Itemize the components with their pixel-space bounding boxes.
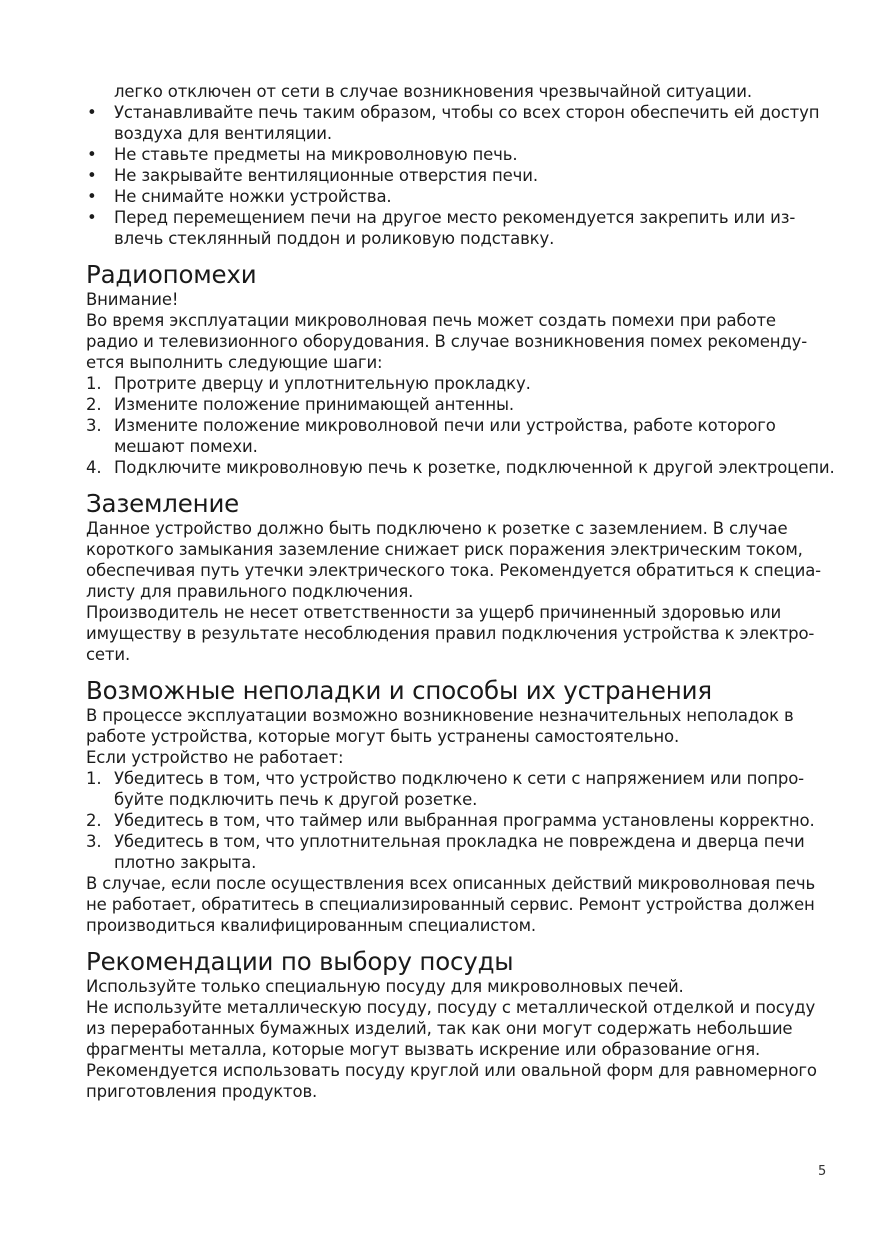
- item-number: 1.: [86, 769, 102, 788]
- paragraph-line: не работает, обратитесь в специализированный сервис. Ремонт устройства должен: [86, 895, 815, 914]
- item-line: Измените положение микроволновой печи или устройства, работе которого: [114, 416, 776, 435]
- item-line: Измените положение принимающей антенны.: [114, 395, 514, 414]
- bullet-line: Перед перемещением печи на другое место рекомендуется закрепить или из-: [114, 208, 796, 227]
- paragraph-line: Внимание!: [86, 290, 179, 309]
- paragraph-line: Производитель не несет ответственности за ущерб причиненный здоровью или: [86, 603, 782, 622]
- page-number: 5: [818, 1164, 827, 1179]
- section-heading-troubleshooting: Возможные неполадки и способы их устранения: [86, 676, 712, 705]
- paragraph-line: Не используйте металлическую посуду, посуду с металлической отделкой и посуду: [86, 998, 816, 1017]
- numbered-item: [86, 831, 816, 873]
- bullet-item: [86, 186, 816, 207]
- item-line: буйте подключить печь к другой розетке.: [114, 790, 478, 809]
- paragraph-line: Данное устройство должно быть подключено к розетке с заземлением. В случае: [86, 519, 788, 538]
- item-number: 4.: [86, 458, 102, 477]
- paragraph-line: из переработанных бумажных изделий, так как они могут содержать небольшие: [86, 1019, 793, 1038]
- paragraph-line: ется выполнить следующие шаги:: [86, 353, 383, 372]
- bullet-marker: •: [87, 208, 97, 227]
- paragraph-line: приготовления продуктов.: [86, 1082, 318, 1101]
- document-body: [86, 81, 835, 1102]
- numbered-item: [86, 394, 816, 415]
- item-line: Убедитесь в том, что таймер или выбранная программа установлены корректно.: [114, 811, 815, 830]
- item-number: 1.: [86, 374, 102, 393]
- paragraph-line: В случае, если после осуществления всех описанных действий микроволновая печь: [86, 874, 816, 893]
- paragraph-line: обеспечивая путь утечки электрического тока. Рекомендуется обратиться к специа-: [86, 561, 821, 580]
- paragraph-line: имуществу в результате несоблюдения правил подключения устройства к электро-: [86, 624, 815, 643]
- bullet-line: Устанавливайте печь таким образом, чтобы со всех сторон обеспечить ей доступ: [114, 103, 820, 122]
- bullet-item: [86, 207, 816, 249]
- paragraph-line: Если устройство не работает:: [86, 748, 344, 767]
- bullet-line: влечь стеклянный поддон и роликовую подставку.: [114, 229, 555, 248]
- paragraph-line: Используйте только специальную посуду для микроволновых печей.: [86, 977, 684, 996]
- numbered-item: [86, 768, 816, 810]
- paragraph-line: легко отключен от сети в случае возникновения чрезвычайной ситуации.: [114, 82, 752, 101]
- paragraph-line: фрагменты металла, которые могут вызвать искрение или образование огня.: [86, 1040, 761, 1059]
- numbered-item: [86, 373, 816, 394]
- section-heading-cookware: Рекомендации по выбору посуды: [86, 947, 514, 976]
- paragraph-line: Рекомендуется использовать посуду круглой или овальной форм для равномерного: [86, 1061, 817, 1080]
- paragraph-line: Во время эксплуатации микроволновая печь может создать помехи при работе: [86, 311, 776, 330]
- paragraph-line: радио и телевизионного оборудования. В случае возникновения помех рекоменду-: [86, 332, 808, 351]
- section-heading-radio: Радиопомехи: [86, 260, 257, 289]
- item-line: мешают помехи.: [114, 437, 258, 456]
- numbered-item: [86, 457, 835, 478]
- bullet-line: воздуха для вентиляции.: [114, 124, 332, 143]
- bullet-line: Не снимайте ножки устройства.: [114, 187, 392, 206]
- item-line: плотно закрыта.: [114, 853, 257, 872]
- item-line: Убедитесь в том, что уплотнительная прокладка не повреждена и дверца печи: [114, 832, 805, 851]
- section-heading-grounding: Заземление: [86, 489, 240, 518]
- item-number: 2.: [86, 395, 102, 414]
- bullet-marker: •: [87, 187, 97, 206]
- paragraph-line: листу для правильного подключения.: [86, 582, 414, 601]
- item-line: Подключите микроволновую печь к розетке, подключенной к другой электроцепи.: [114, 458, 835, 477]
- paragraph-line: производиться квалифицированным специалистом.: [86, 916, 537, 935]
- bullet-marker: •: [87, 145, 97, 164]
- item-number: 3.: [86, 832, 102, 851]
- bullet-item: [86, 102, 820, 144]
- numbered-item: [86, 810, 816, 831]
- bullet-item: [86, 165, 816, 186]
- bullet-marker: •: [87, 166, 97, 185]
- paragraph-line: работе устройства, которые могут быть устранены самостоятельно.: [86, 727, 680, 746]
- item-number: 3.: [86, 416, 102, 435]
- bullet-marker: •: [87, 103, 97, 122]
- bullet-line: Не закрывайте вентиляционные отверстия печи.: [114, 166, 538, 185]
- paragraph-line: короткого замыкания заземление снижает риск поражения электрическим током,: [86, 540, 803, 559]
- item-line: Протрите дверцу и уплотнительную прокладку.: [114, 374, 531, 393]
- item-number: 2.: [86, 811, 102, 830]
- item-line: Убедитесь в том, что устройство подключено к сети с напряжением или попро-: [114, 769, 804, 788]
- paragraph-line: сети.: [86, 645, 131, 664]
- bullet-item: [86, 144, 816, 165]
- paragraph-line: В процессе эксплуатации возможно возникновение незначительных неполадок в: [86, 706, 794, 725]
- numbered-item: [86, 415, 816, 457]
- bullet-line: Не ставьте предметы на микроволновую печь.: [114, 145, 518, 164]
